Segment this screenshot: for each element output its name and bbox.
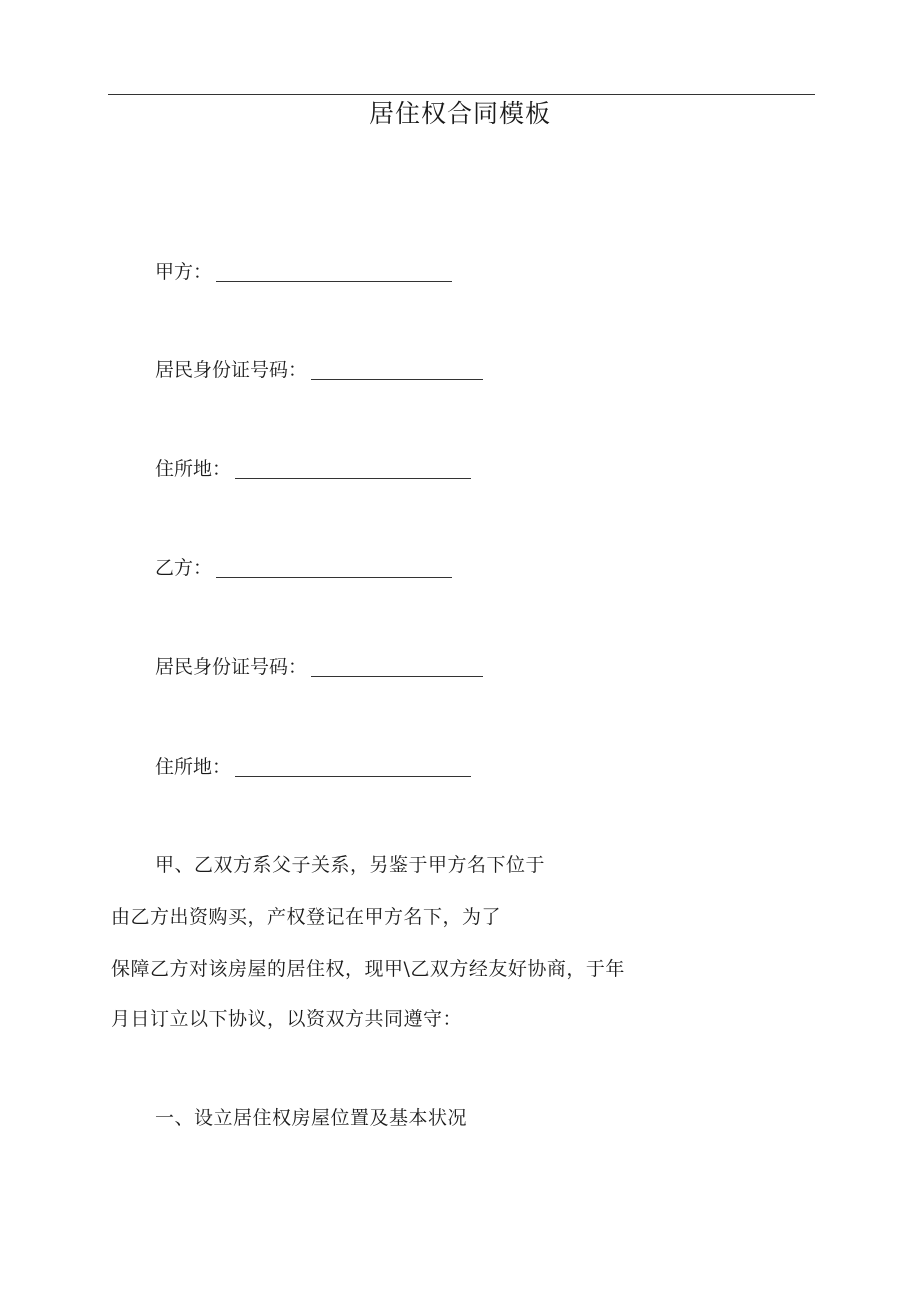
party-b-address-field: [155, 753, 471, 781]
preamble-line-4: 月日订立以下协议，以资双方共同遵守：: [111, 1008, 463, 1030]
party-b-id-label: 居民身份证号码：: [155, 656, 308, 678]
party-b-label: 乙方：: [155, 557, 213, 579]
party-b-field: [155, 554, 452, 582]
preamble-line-1: 甲、乙双方系父子关系，另鉴于甲方名下位于: [155, 854, 546, 876]
party-b-blank: [216, 577, 452, 578]
party-b-address-label: 住所地：: [155, 756, 232, 778]
party-b-id-field: [155, 653, 483, 681]
preamble-line-2: 由乙方出资购买，产权登记在甲方名下，为了: [111, 906, 502, 928]
party-a-id-field: [155, 356, 483, 384]
party-a-label: 甲方：: [155, 261, 213, 283]
party-a-field: [155, 258, 452, 286]
party-a-blank: [216, 281, 452, 282]
party-b-address-blank: [235, 776, 471, 777]
header-rule: [108, 94, 815, 95]
preamble-line-3: 保障乙方对该房屋的居住权，现甲\乙双方经友好协商，于年: [111, 958, 625, 980]
party-b-id-blank: [311, 676, 483, 677]
party-a-address-field: [155, 455, 471, 483]
section-1-heading: 一、设立居住权房屋位置及基本状况: [155, 1107, 468, 1129]
party-a-address-label: 住所地：: [155, 458, 232, 480]
document-title: 居住权合同模板: [368, 99, 551, 128]
party-a-id-label: 居民身份证号码：: [155, 359, 308, 381]
party-a-address-blank: [235, 478, 471, 479]
party-a-id-blank: [311, 379, 483, 380]
